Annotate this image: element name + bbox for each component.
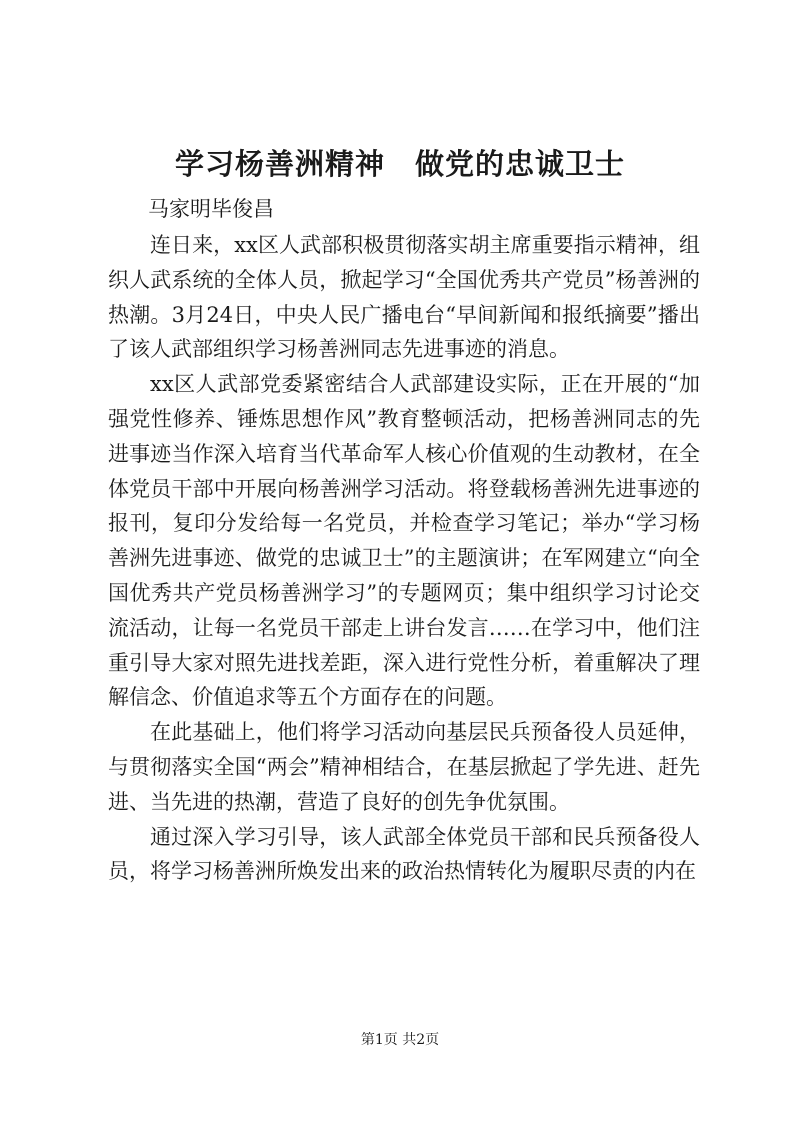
author-line: 马家明毕俊昌 [148, 197, 274, 221]
paragraph: 在此基础上，他们将学习活动向基层民兵预备役人员延伸，与贯彻落实全国“两会”精神相结合，在基层掀起了学先进、赶先进、当先进的热潮，营造了良好的创先争优氛围。 [108, 720, 700, 814]
paragraph: xx区人武部党委紧密结合人武部建设实际，正在开展的“加强党性修养、锤炼思想作风”教育整顿活动，把杨善洲同志的先进事迹当作深入培育当代革命军人核心价值观的生动教材，在全体党员干部中开展向杨善洲学习活动。将登载杨善洲先进事迹的报刊，复印分发给每一名党员，并检查学习笔记；举办“学习杨善洲先进事迹、做党的忠诚卫士”的主题演讲；在军网建立“向全国优秀共产党员杨善洲学习”的专题网页；集中组织学习讨论交流活动，让每一名党员干部走上讲台发言……在学习中，他们注重引导大家对照先进找差距，深入进行党性分析，着重解决了理解信念、价值追求等五个方面存在的问题。 [108, 372, 700, 710]
document-title: 学习杨善洲精神 做党的忠诚卫士 [174, 147, 625, 181]
document-body [108, 228, 700, 889]
page-number-footer: 第1页 共2页 [360, 1032, 440, 1048]
paragraph: 通过深入学习引导，该人武部全体党员干部和民兵预备役人员，将学习杨善洲所焕发出来的政治热情转化为履职尽责的内在 [108, 824, 700, 884]
paragraph: 连日来，xx区人武部积极贯彻落实胡主席重要指示精神，组织人武系统的全体人员，掀起学习“全国优秀共产党员”杨善洲的热潮。3月24日，中央人民广播电台“早间新闻和报纸摘要”播出了该人武部组织学习杨善洲同志先进事迹的消息。 [108, 233, 700, 362]
